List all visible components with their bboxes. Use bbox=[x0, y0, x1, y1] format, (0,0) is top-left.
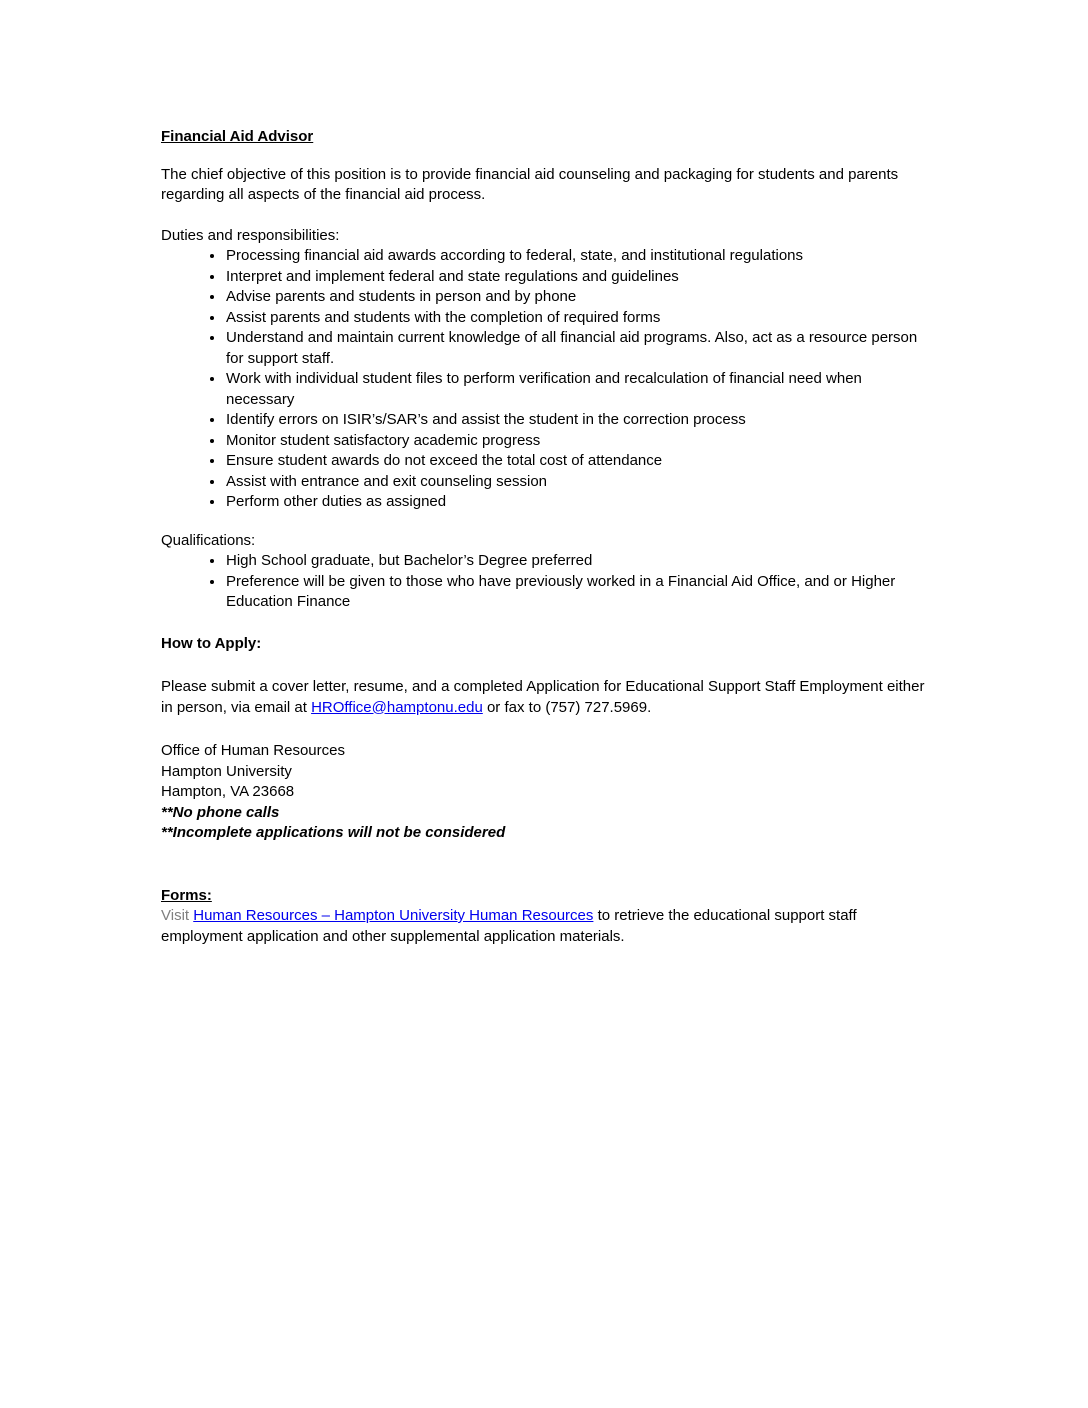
qualifications-list bbox=[161, 551, 933, 613]
apply-text-after: or fax to (757) 727.5969. bbox=[482, 698, 652, 716]
duties-heading: Duties and responsibilities: bbox=[161, 226, 340, 244]
document-content bbox=[161, 127, 933, 947]
objective-paragraph: The chief objective of this position is to provide financial aid counseling and packaging for students and parents regarding all aspects of the financial aid process. bbox=[161, 165, 899, 203]
list-item: • Monitor student satisfactory academic progress bbox=[225, 431, 933, 452]
qualifications-heading: Qualifications: bbox=[161, 531, 256, 549]
apply-text-before: Please submit a cover letter, resume, and a completed Application for Educational Support Staff Employment either in person, via email at bbox=[161, 678, 925, 716]
contact-notes bbox=[161, 803, 933, 844]
list-item: • Assist parents and students with the completion of required forms bbox=[225, 308, 933, 329]
forms-section bbox=[161, 886, 933, 948]
list-item: • Ensure student awards do not exceed the total cost of attendance bbox=[225, 451, 933, 472]
list-item: • Work with individual student files to perform verification and recalculation of financial need when necessary bbox=[225, 369, 933, 410]
list-item: • Processing financial aid awards according to federal, state, and institutional regulations bbox=[225, 246, 933, 267]
list-item: • Identify errors on ISIR’s/SAR’s and assist the student in the correction process bbox=[225, 410, 933, 431]
list-item: • Assist with entrance and exit counseling session bbox=[225, 472, 933, 493]
list-item: • High School graduate, but Bachelor’s Degree preferred bbox=[225, 551, 933, 572]
email-link[interactable]: HROffice@hamptonu.edu bbox=[311, 698, 483, 716]
duties-list bbox=[161, 246, 933, 513]
contact-line: Office of Human Resources bbox=[161, 742, 345, 759]
job-title-heading: Financial Aid Advisor bbox=[161, 128, 314, 145]
apply-instructions bbox=[161, 677, 933, 718]
visit-label: Visit bbox=[161, 907, 194, 924]
contact-lines bbox=[161, 741, 933, 803]
hr-resources-link[interactable]: Human Resources – Hampton University Human Resources bbox=[193, 907, 594, 924]
list-item: • Preference will be given to those who have previously worked in a Financial Aid Office, and or Higher Education Finance bbox=[225, 572, 933, 613]
note-line: **Incomplete applications will not be considered bbox=[161, 824, 506, 841]
note-line: **No phone calls bbox=[161, 803, 280, 821]
forms-paragraph bbox=[161, 906, 933, 947]
list-item: • Advise parents and students in person and by phone bbox=[225, 287, 933, 308]
list-item: • Interpret and implement federal and state regulations and guidelines bbox=[225, 267, 933, 288]
contact-line: Hampton, VA 23668 bbox=[161, 783, 295, 800]
contact-line: Hampton University bbox=[161, 762, 292, 780]
contact-block bbox=[161, 741, 933, 844]
list-item: • Perform other duties as assigned bbox=[225, 492, 933, 513]
forms-text-after: to retrieve the educational support staff employment application and other supplemental application materials. bbox=[161, 907, 857, 945]
list-item: • Understand and maintain current knowledge of all financial aid programs. Also, act as a resource person for support staff. bbox=[225, 328, 933, 369]
how-to-apply-heading: How to Apply: bbox=[161, 634, 262, 652]
forms-heading: Forms: bbox=[161, 886, 212, 904]
